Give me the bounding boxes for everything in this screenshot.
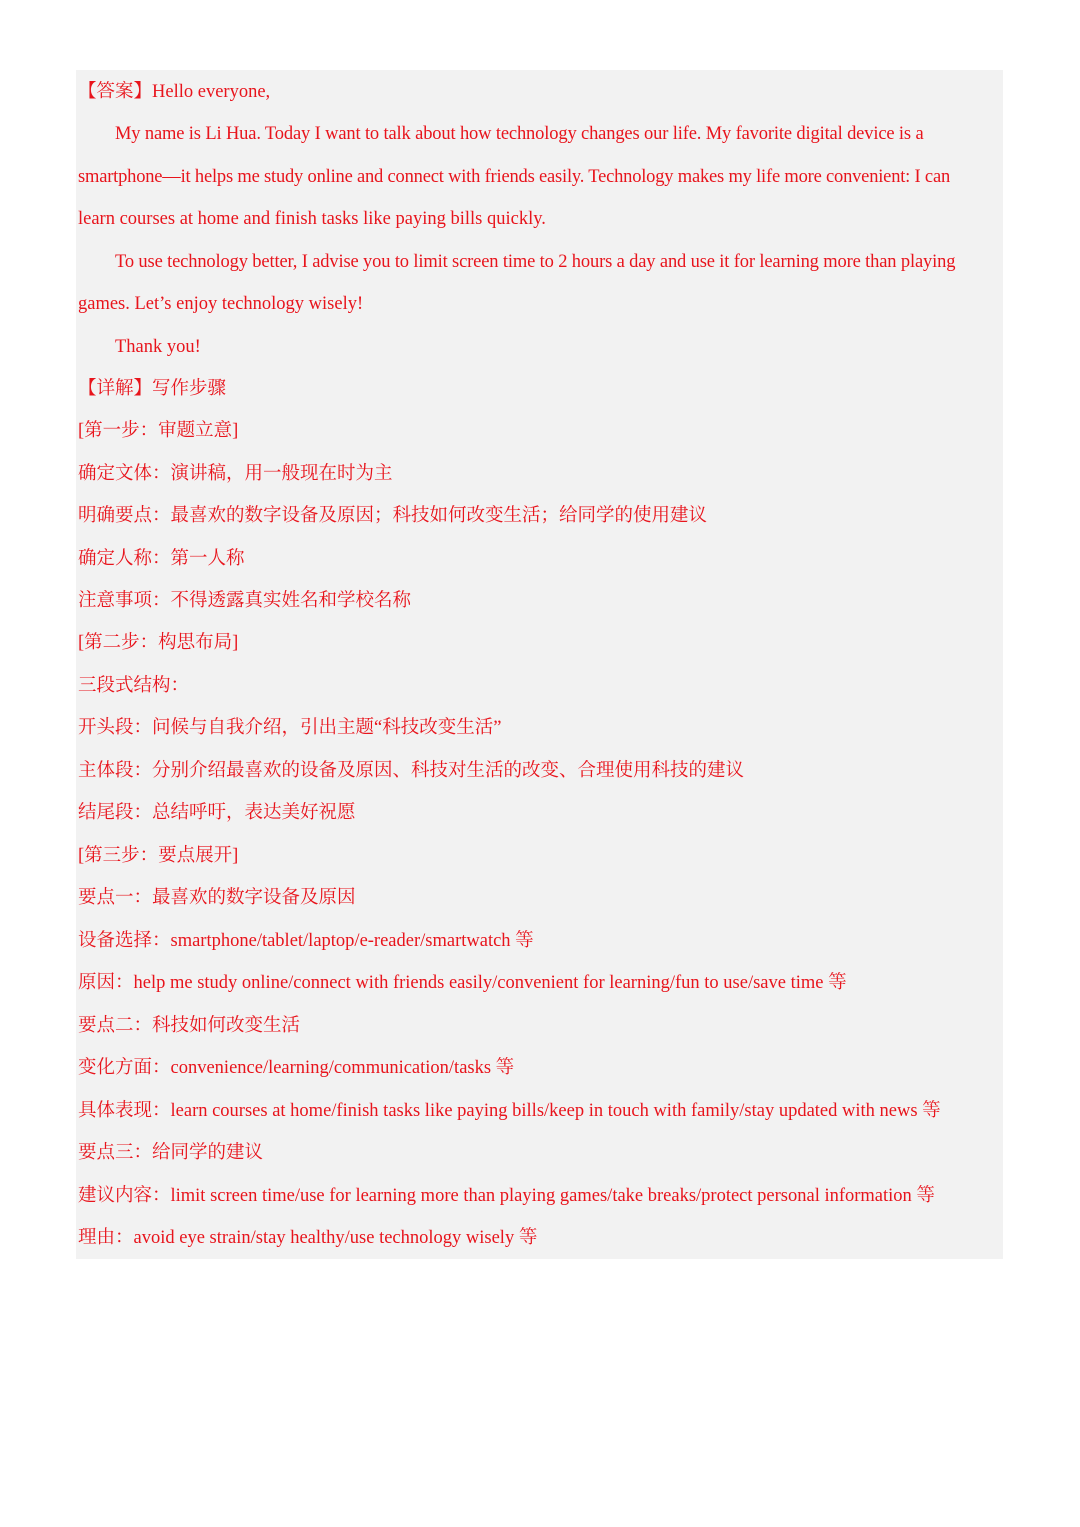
answer-label: 【答案】 <box>78 82 153 102</box>
answer-paragraph-1-line-1: My name is Li Hua. Today I want to talk about how technology changes our life. My favorite digital device is a <box>115 124 924 144</box>
explanation-line: 设备选择：smartphone/tablet/laptop/e-reader/smartwatch 等 <box>78 931 534 951</box>
explanation-line: 要点一：最喜欢的数字设备及原因 <box>78 888 356 908</box>
explanation-line: 要点二：科技如何改变生活 <box>78 1016 301 1036</box>
explanation-line: 明确要点：最喜欢的数字设备及原因；科技如何改变生活；给同学的使用建议 <box>78 506 708 526</box>
explanation-line: 开头段：问候与自我介绍，引出主题“科技改变生活” <box>78 718 502 738</box>
answer-block-background <box>76 70 1003 1259</box>
step-3-heading: [第三步：要点展开] <box>78 846 239 866</box>
explanation-line: 建议内容：limit screen time/use for learning more than playing games/take breaks/protect personal information 等 <box>78 1186 935 1206</box>
step-2-heading: [第二步：构思布局] <box>78 633 239 653</box>
explanation-line: 具体表现：learn courses at home/finish tasks like paying bills/keep in touch with family/stay updated with news 等 <box>78 1101 941 1121</box>
explanation-line: 结尾段：总结呼吁，表达美好祝愿 <box>78 803 356 823</box>
answer-heading-line <box>78 80 270 104</box>
answer-closing: Thank you! <box>115 337 201 357</box>
answer-greeting: Hello everyone, <box>152 82 271 102</box>
explanation-line: 要点三：给同学的建议 <box>78 1143 264 1163</box>
explanation-line: 理由：avoid eye strain/stay healthy/use technology wisely 等 <box>78 1228 538 1248</box>
answer-paragraph-2-line-1: To use technology better, I advise you to limit screen time to 2 hours a day and use it for learning more than playing <box>115 252 956 272</box>
explanation-title: 写作步骤 <box>152 379 227 399</box>
explanation-label: 【详解】 <box>78 379 153 399</box>
explanation-heading-line <box>78 377 226 401</box>
step-1-heading: [第一步：审题立意] <box>78 421 239 441</box>
explanation-line: 确定人称：第一人称 <box>78 549 245 569</box>
explanation-line: 原因：help me study online/connect with friends easily/convenient for learning/fun to use/save time 等 <box>78 973 847 993</box>
explanation-line: 三段式结构： <box>78 676 190 696</box>
explanation-line: 变化方面：convenience/learning/communication/tasks 等 <box>78 1058 515 1078</box>
explanation-line: 确定文体：演讲稿，用一般现在时为主 <box>78 464 393 484</box>
answer-paragraph-1-line-2: smartphone—it helps me study online and connect with friends easily. Technology makes my life more convenient: I can <box>78 167 951 187</box>
explanation-line: 主体段：分别介绍最喜欢的设备及原因、科技对生活的改变、合理使用科技的建议 <box>78 761 745 781</box>
answer-paragraph-1-line-3: learn courses at home and finish tasks like paying bills quickly. <box>78 209 546 229</box>
explanation-line: 注意事项：不得透露真实姓名和学校名称 <box>78 591 412 611</box>
answer-paragraph-2-line-2: games. Let’s enjoy technology wisely! <box>78 294 364 314</box>
